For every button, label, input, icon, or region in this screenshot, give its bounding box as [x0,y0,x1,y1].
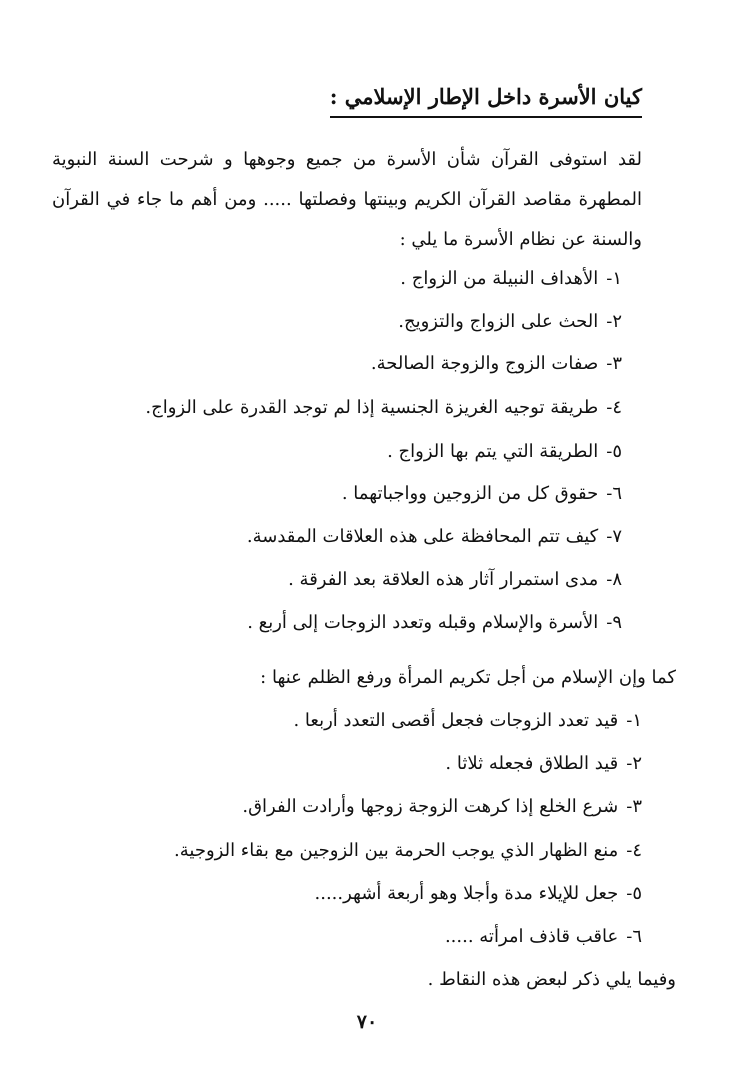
list-item [288,565,622,595]
list-number: ١- [626,710,642,731]
list-text: شرع الخلع إذا كرهت الزوجة زوجها وأرادت الفراق. [242,796,619,817]
list-text: جعل للإيلاء مدة وأجلا وهو أربعة أشهر..... [314,883,619,904]
list-text: حقوق كل من الزوجين وواجباتهما . [341,483,599,504]
list-number: ٥- [606,441,622,462]
list-item [398,307,622,337]
list-text: الحث على الزواج والتزويج. [398,311,599,332]
list-text: كيف تتم المحافظة على هذه العلاقات المقدسة. [246,526,599,547]
list-number: ٨- [606,569,622,590]
list-number: ٧- [606,526,622,547]
list-text: قيد تعدد الزوجات فجعل أقصى التعدد أربعا . [293,710,619,731]
list-number: ٦- [606,483,622,504]
list-item [247,522,622,552]
list-text: قيد الطلاق فجعله ثلاثا . [445,753,619,774]
second-intro: كما وإن الإسلام من أجل تكريم المرأة ورفع الظلم عنها : [260,667,676,688]
list-number: ٤- [606,397,622,418]
list-item [174,836,642,866]
list-text: الأهداف النبيلة من الزواج . [400,268,599,289]
intro-paragraph: لقد استوفى القرآن شأن الأسرة من جميع وجوهها و شرحت السنة النبوية المطهرة مقاصد القرآن الكريم وبينتها وفصلتها ..... ومن أهم ما جاء في القرآن والسنة عن نظام الأسرة ما يلي : [52,149,642,250]
list-text: طريقة توجيه الغريزة الجنسية إذا لم توجد القدرة على الزواج. [145,397,599,418]
list-item [387,437,622,467]
section-heading: كيان الأسرة داخل الإطار الإسلامي : [330,80,642,118]
list-item [445,922,642,952]
list-item [342,479,622,509]
list-number: ١- [606,268,622,289]
list-item [247,608,622,638]
list-number: ٣- [626,796,642,817]
list-item [242,792,642,822]
list-text: صفات الزوج والزوجة الصالحة. [370,353,599,374]
list-number: ٤- [626,840,642,861]
list-number: ٩- [606,612,622,633]
list-number: ٦- [626,926,642,947]
list-text: عاقب قاذف امرأته ..... [444,926,619,947]
list-item [315,879,643,909]
list-number: ٢- [606,311,622,332]
list-number: ٣- [606,353,622,374]
list-text: الطريقة التي يتم بها الزواج . [387,441,599,462]
closing-line: وفيما يلي ذكر لبعض هذه النقاط . [427,969,676,990]
list-item [293,706,642,736]
list-item [145,393,622,423]
page-number: ٧٠ [356,1011,378,1033]
list-number: ٥- [626,883,642,904]
list-number: ٢- [626,753,642,774]
list-text: منع الظهار الذي يوجب الحرمة بين الزوجين مع بقاء الزوجية. [174,840,619,861]
list-item [371,349,622,379]
list-item [445,749,642,779]
list-text: مدى استمرار آثار هذه العلاقة بعد الفرقة . [288,569,599,590]
list-item [400,264,622,294]
list-text: الأسرة والإسلام وقبله وتعدد الزوجات إلى أربع . [247,612,599,633]
